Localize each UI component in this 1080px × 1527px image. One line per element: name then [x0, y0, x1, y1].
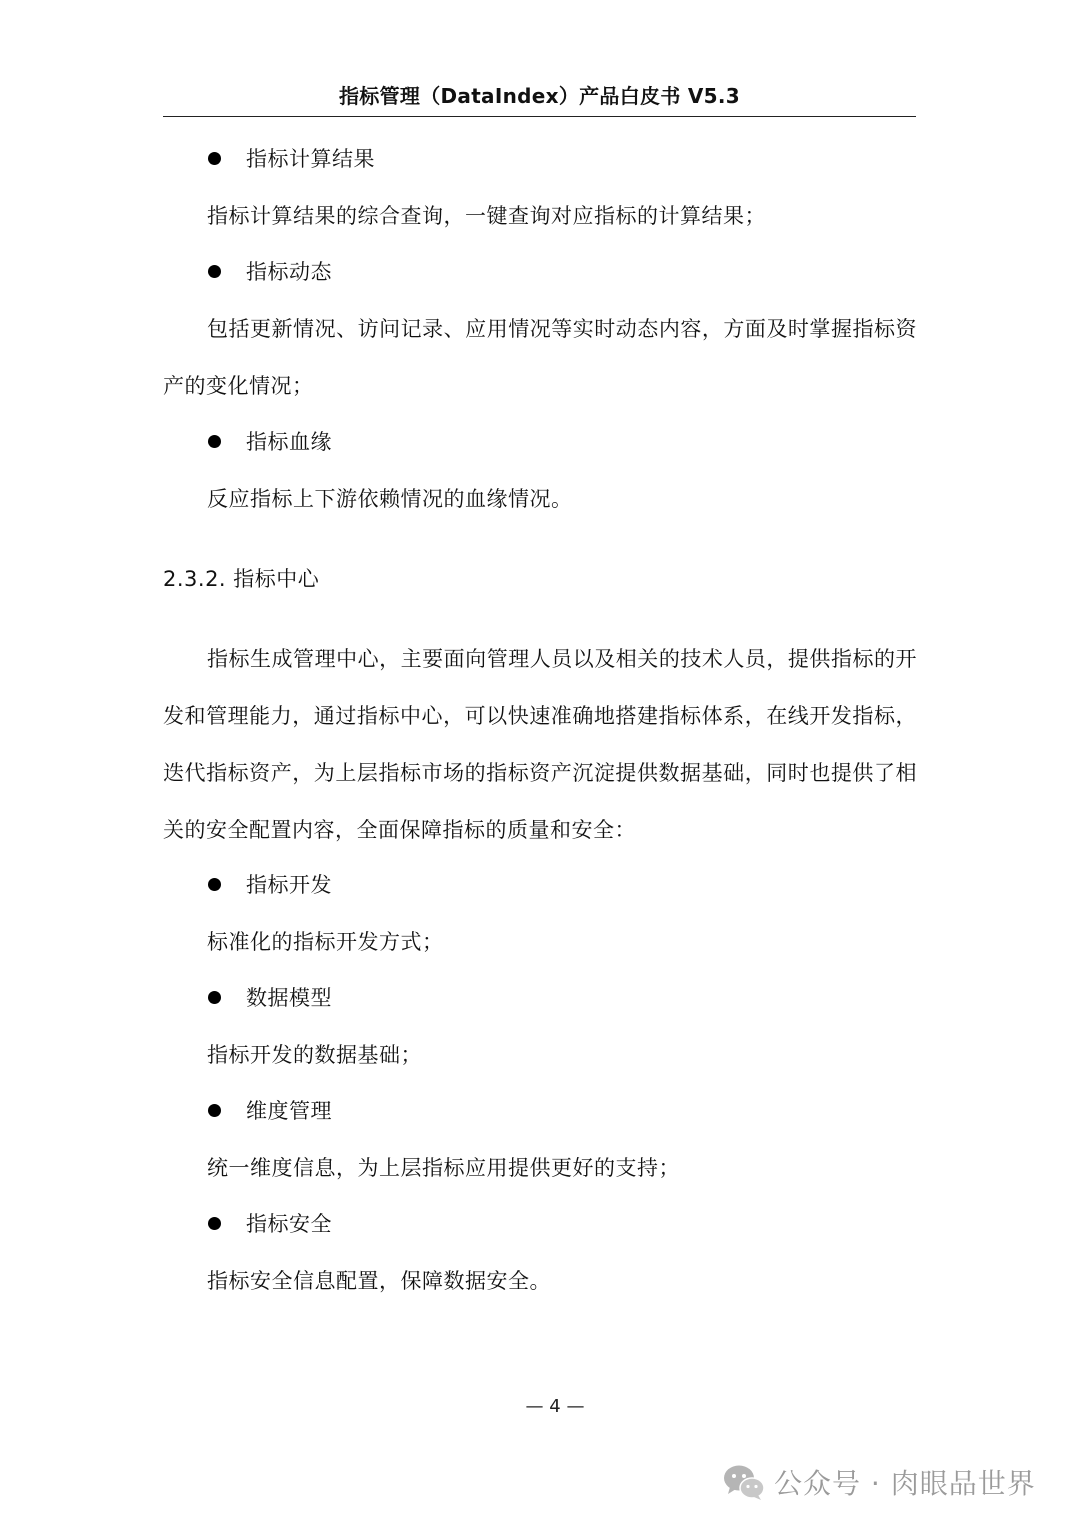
model-desc: 指标开发的数据基础； — [207, 1043, 422, 1067]
bullet-dot — [208, 1217, 221, 1230]
bullet-dot — [208, 152, 221, 165]
wechat-icon — [722, 1462, 766, 1502]
watermark-text: 公众号 · 肉眼品世界 — [774, 1467, 1036, 1500]
bullet-lineage: 指标血缘 — [246, 430, 332, 454]
center-para-line1: 指标生成管理中心，主要面向管理人员以及相关的技术人员，提供指标的开 — [207, 647, 917, 671]
document-title: 指标管理（DataIndex）产品白皮书 V5.3 — [339, 84, 740, 108]
section-heading: 2.3.2. 指标中心 — [163, 567, 320, 591]
bullet-dynamic: 指标动态 — [246, 260, 332, 284]
page-number: — 4 — — [525, 1396, 585, 1417]
security-desc: 指标安全信息配置，保障数据安全。 — [207, 1269, 551, 1293]
dev-desc: 标准化的指标开发方式； — [207, 930, 444, 954]
bullet-dot — [208, 878, 221, 891]
bullet-dot — [208, 435, 221, 448]
calc-result-desc: 指标计算结果的综合查询，一键查询对应指标的计算结果； — [207, 204, 766, 228]
lineage-desc: 反应指标上下游依赖情况的血缘情况。 — [207, 487, 573, 511]
bullet-dot — [208, 265, 221, 278]
center-para-line3: 迭代指标资产，为上层指标市场的指标资产沉淀提供数据基础，同时也提供了相 — [163, 761, 917, 785]
bullet-model: 数据模型 — [246, 986, 332, 1010]
bullet-security: 指标安全 — [246, 1212, 332, 1236]
bullet-dot — [208, 991, 221, 1004]
dynamic-desc-line1: 包括更新情况、访问记录、应用情况等实时动态内容，方面及时掌握指标资 — [207, 317, 917, 341]
dimension-desc: 统一维度信息，为上层指标应用提供更好的支持； — [207, 1156, 680, 1180]
dynamic-desc-line2: 产的变化情况； — [163, 374, 314, 398]
bullet-dimension: 维度管理 — [246, 1099, 332, 1123]
watermark — [722, 1462, 1036, 1502]
center-para-line4: 关的安全配置内容，全面保障指标的质量和安全： — [163, 818, 636, 842]
bullet-calc-result: 指标计算结果 — [246, 147, 375, 171]
bullet-dev: 指标开发 — [246, 873, 332, 897]
page-header — [163, 80, 916, 117]
bullet-dot — [208, 1104, 221, 1117]
center-para-line2: 发和管理能力，通过指标中心，可以快速准确地搭建指标体系，在线开发指标， — [163, 704, 917, 728]
